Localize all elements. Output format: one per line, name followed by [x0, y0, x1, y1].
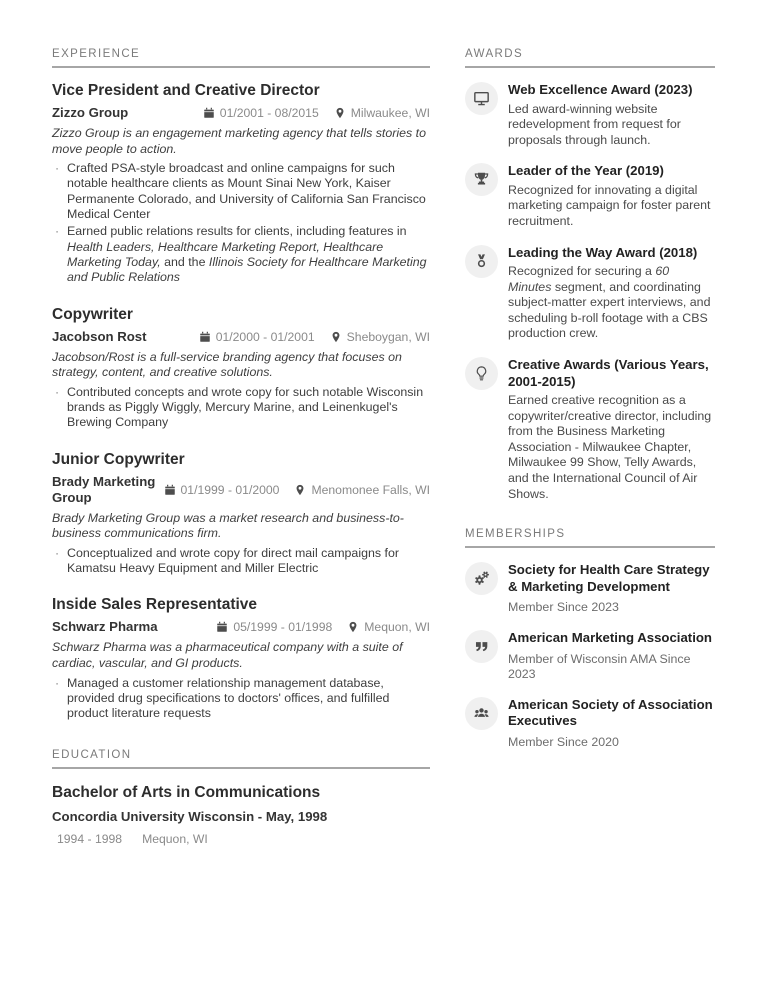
job-summary: Jacobson/Rost is a full-service branding agency that focuses on strategy, content, and creative solutions.	[52, 349, 402, 380]
job-dates-text: 01/1999 - 01/2000	[180, 482, 280, 497]
membership-subtitle: Member Since 2023	[508, 600, 619, 615]
membership-icon-circle	[465, 697, 498, 730]
job-dates	[164, 483, 280, 497]
award-body	[508, 245, 715, 342]
job-meta-row	[52, 474, 430, 506]
text-run: and the	[160, 254, 209, 269]
award-description	[508, 264, 715, 342]
job-dates-text: 05/1999 - 01/1998	[233, 620, 333, 635]
membership-subtitle: Member of Wisconsin AMA Since 2023	[508, 651, 691, 681]
job-location	[330, 330, 430, 344]
text-run: Managed a customer relationship management database, provided drug specifications to doctors' offices, and fulfilled product literature requests	[67, 675, 390, 721]
award-description	[508, 102, 715, 149]
job-bullet-list	[52, 161, 430, 285]
job-summary: Brady Marketing Group was a market research and business-to-business communications firm.	[52, 510, 404, 541]
text-run: Health Leaders, Healthcare Marketing Report, Healthcare Marketing Today,	[67, 239, 384, 269]
membership-body	[508, 697, 715, 750]
job-meta-row	[52, 619, 430, 635]
text-run: Led award-winning website redevelopment from request for proposals through launch.	[508, 101, 681, 147]
job-location	[334, 106, 430, 120]
education-section	[52, 749, 430, 846]
membership-subtitle: Member Since 2020	[508, 734, 619, 749]
text-run: 60 Minutes	[508, 264, 670, 294]
job-summary: Zizzo Group is an engagement marketing agency that tells stories to move people to action.	[52, 126, 426, 156]
award-body	[508, 163, 715, 229]
job-location-text: Menomonee Falls, WI	[311, 482, 430, 497]
membership-title: American Marketing Association	[508, 630, 712, 646]
award-item	[465, 245, 715, 342]
award-icon-circle	[465, 163, 498, 196]
text-run: Crafted PSA-style broadcast and online campaigns for such notable healthcare clients as Mount Sinai New York, Kaiser Permanente Colorado, and University of California San Francisco Medical Center	[67, 161, 426, 222]
awards-section	[465, 48, 715, 502]
award-list	[465, 82, 715, 502]
award-body	[508, 82, 715, 148]
job-bullet	[52, 546, 430, 577]
company-name: Brady Marketing Group	[52, 473, 156, 505]
job-dates-text: 01/2000 - 01/2001	[215, 329, 315, 344]
education-heading: EDUCATION	[52, 749, 430, 769]
membership-item	[465, 562, 715, 615]
membership-icon-circle	[465, 562, 498, 595]
membership-item	[465, 630, 715, 682]
award-item	[465, 163, 715, 229]
award-title: Leader of the Year (2019)	[508, 163, 664, 179]
users-icon	[473, 705, 490, 722]
membership-icon-circle	[465, 630, 498, 663]
job-entry	[52, 305, 430, 431]
job-bullet-list	[52, 546, 430, 577]
job-bullet-list	[52, 385, 430, 431]
calendar-icon	[164, 484, 176, 496]
calendar-icon	[203, 107, 215, 119]
right-column	[465, 48, 715, 846]
lightbulb-icon	[473, 365, 490, 382]
awards-heading: AWARDS	[465, 48, 715, 68]
job-title: Junior Copywriter	[52, 450, 185, 468]
job-location-text: Sheboygan, WI	[346, 329, 430, 344]
award-body	[508, 357, 715, 502]
award-description	[508, 393, 715, 502]
job-list	[52, 81, 430, 722]
job-location	[294, 483, 430, 497]
job-title: Vice President and Creative Director	[52, 82, 320, 99]
text-run: Illinois Society for Healthcare Marketing and Public Relations	[67, 254, 427, 285]
award-title: Web Excellence Award (2023)	[508, 82, 693, 97]
quote-icon	[473, 638, 490, 655]
calendar-icon	[216, 621, 228, 633]
job-bullet	[52, 224, 430, 285]
education-school: Concordia University Wisconsin - May, 1998	[52, 808, 328, 824]
job-summary: Schwarz Pharma was a pharmaceutical company with a suite of cardiac, vascular, and GI products.	[52, 640, 403, 671]
job-dates	[216, 620, 332, 634]
education-location-text: Mequon, WI	[142, 831, 208, 846]
award-item	[465, 357, 715, 502]
text-run: Earned creative recognition as a copywriter/creative director, including from the Business Marketing Association - Milwaukee Chapter, Milwaukee 99 Show, Telly Awards, and the International Council of Air Shows.	[508, 393, 712, 501]
award-icon-circle	[465, 245, 498, 278]
job-entry	[52, 595, 430, 721]
job-meta-row	[52, 329, 430, 345]
membership-body	[508, 562, 715, 615]
job-location	[347, 620, 430, 634]
education-dates-text: 1994 - 1998	[57, 831, 123, 846]
location-pin-icon	[330, 331, 342, 343]
award-icon-circle	[465, 82, 498, 115]
job-title: Copywriter	[52, 305, 133, 323]
award-icon-circle	[465, 357, 498, 390]
text-run: Contributed concepts and wrote copy for such notable Wisconsin brands as Piggly Wiggly, Mercury Marine, and Leinenkugel's Brewing Company	[67, 384, 424, 430]
membership-body	[508, 630, 715, 682]
membership-item	[465, 697, 715, 750]
job-bullet	[52, 385, 430, 431]
job-entry	[52, 81, 430, 286]
award-title: Leading the Way Award (2018)	[508, 244, 698, 260]
location-pin-icon	[294, 484, 306, 496]
membership-list	[465, 562, 715, 750]
award-item	[465, 82, 715, 148]
job-entry	[52, 450, 430, 577]
text-run: Recognized for securing a	[508, 264, 656, 279]
job-dates-text: 01/2001 - 08/2015	[219, 106, 319, 120]
text-run: Conceptualized and wrote copy for direct mail campaigns for Kamatsu Heavy Equipment and Miller Electric	[67, 545, 399, 576]
text-run: Recognized for innovating a digital marketing campaign for foster parent recruitment.	[508, 182, 711, 228]
job-title: Inside Sales Representative	[52, 596, 258, 614]
award-description	[508, 183, 715, 230]
memberships-section	[465, 528, 715, 750]
company-name: Schwarz Pharma	[52, 619, 158, 635]
job-location-text: Mequon, WI	[364, 620, 430, 635]
job-location-text: Milwaukee, WI	[350, 106, 430, 120]
job-dates	[199, 330, 315, 344]
education-meta-row	[52, 832, 430, 846]
education-dates	[52, 832, 122, 846]
text-run: Earned public relations results for clients, including features in	[67, 224, 407, 239]
job-bullet	[52, 161, 430, 222]
company-name: Zizzo Group	[52, 105, 129, 120]
award-title: Creative Awards (Various Years, 2001-2015)	[508, 357, 709, 389]
medal-icon	[473, 253, 490, 270]
trophy-icon	[473, 171, 490, 188]
calendar-icon	[199, 331, 211, 343]
company-name: Jacobson Rost	[52, 328, 147, 344]
experience-heading: EXPERIENCE	[52, 48, 430, 68]
membership-title: Society for Health Care Strategy & Marketing Development	[508, 562, 710, 594]
experience-section	[52, 48, 430, 722]
job-meta-row	[52, 105, 430, 121]
memberships-heading: MEMBERSHIPS	[465, 528, 715, 548]
monitor-icon	[473, 90, 490, 107]
job-dates	[203, 106, 319, 120]
location-pin-icon	[347, 621, 359, 633]
cogs-icon	[473, 570, 490, 587]
job-bullet-list	[52, 676, 430, 722]
degree-title: Bachelor of Arts in Communications	[52, 783, 321, 801]
left-column	[52, 48, 430, 846]
membership-title: American Society of Association Executives	[508, 696, 713, 729]
job-bullet	[52, 676, 430, 722]
education-location	[137, 832, 208, 846]
text-run: segment, and coordinating subject-matter expert interviews, and scheduling b-roll footage with a CBS production crew.	[508, 279, 711, 341]
location-pin-icon	[334, 107, 346, 119]
education-entry	[52, 783, 430, 846]
